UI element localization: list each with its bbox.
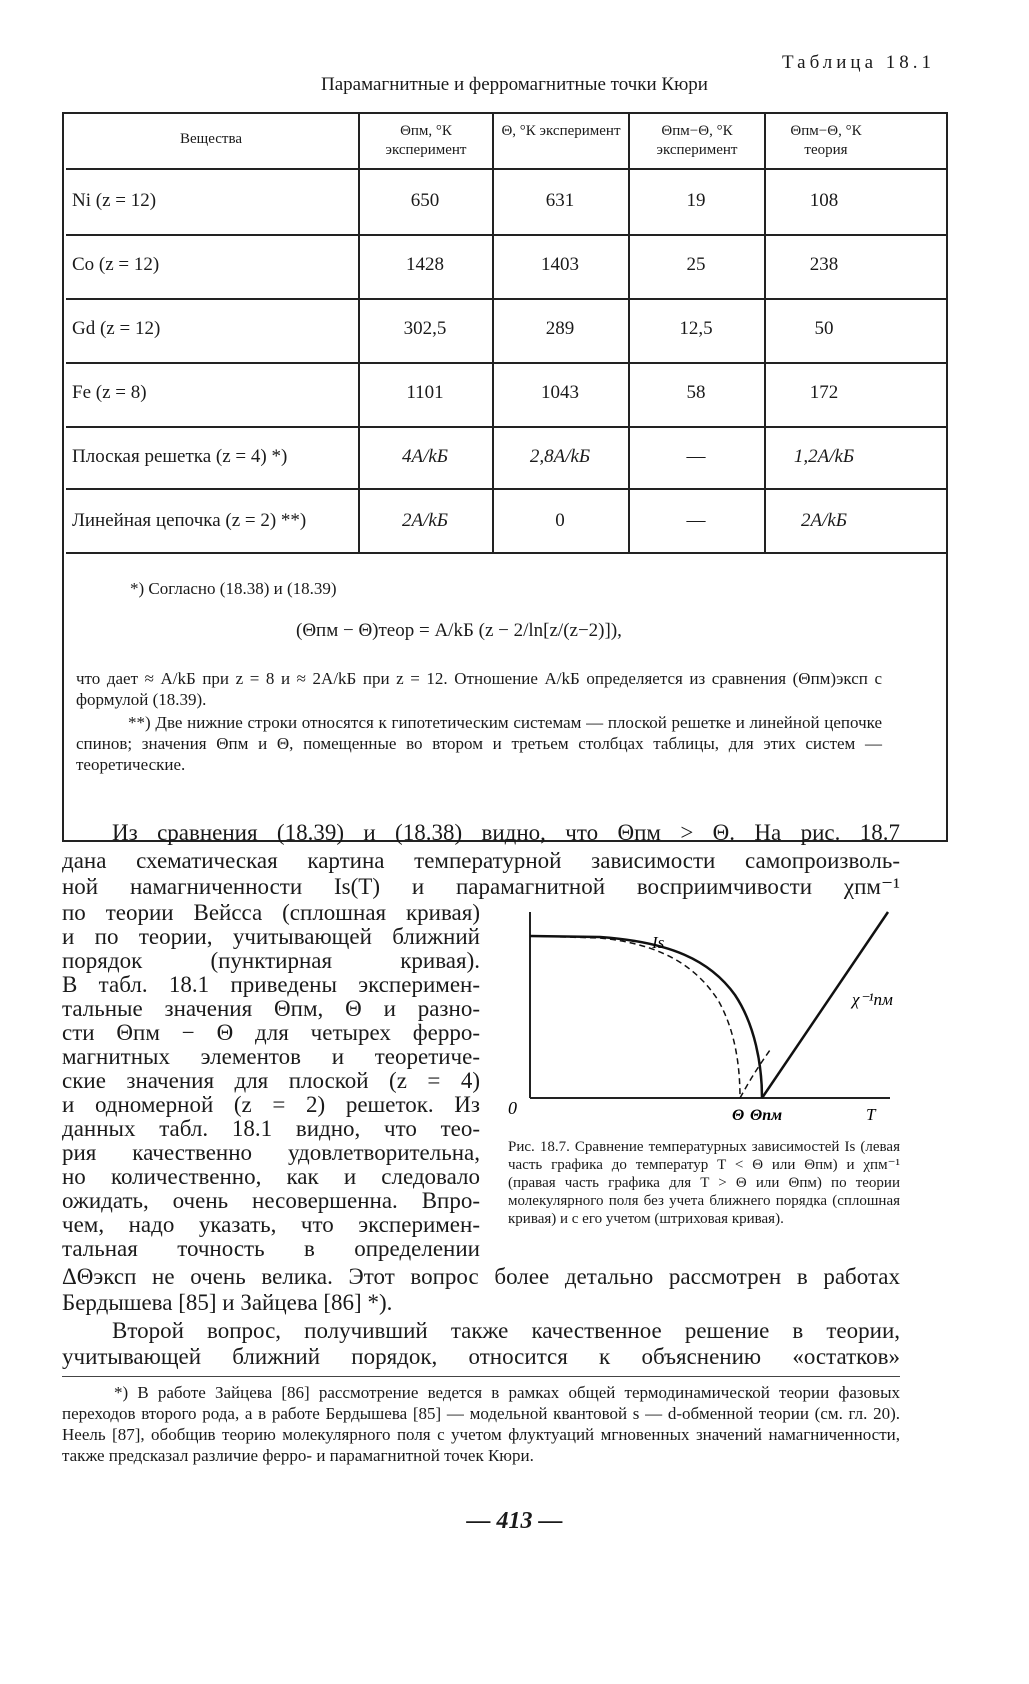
table-row-divider xyxy=(66,488,946,490)
table-cell: 172 xyxy=(809,382,839,403)
is-curve-label: Is xyxy=(652,933,665,952)
table-cell: 50 xyxy=(814,318,834,339)
table-row-divider xyxy=(66,426,946,428)
table-cell: 238 xyxy=(809,254,839,275)
table-caption: Парамагнитные и ферромагнитные точки Кюри xyxy=(321,74,708,95)
body-line: тальная точность в определении xyxy=(62,1236,480,1261)
figure-caption: Рис. 18.7. Сравнение температурных зависимостей Is (левая часть графика до температур T < Θ или Θпм) и χпм⁻¹ (правая часть графика для T > Θ или Θпм) по теории молекулярного поля без учета ближнего порядка (сплошная кривая) и с его учетом (штриховая кривая). xyxy=(508,1139,900,1227)
body-line: ΔΘэксп не очень велика. Этот вопрос более детально рассмотрен в работах xyxy=(62,1264,900,1289)
theta-label: Θ xyxy=(732,1107,745,1124)
table-header-diff-exp: Θпм−Θ, °К эксперимент xyxy=(656,123,738,158)
table-cell: 12,5 xyxy=(679,318,713,339)
table-cell-substance: Gd (z = 12) xyxy=(72,318,161,339)
table-cell: 2,8A/kБ xyxy=(529,446,591,467)
body-line: по теории Вейсса (сплошная кривая) xyxy=(62,900,480,925)
table-cell: 289 xyxy=(545,318,575,339)
table-cell: 58 xyxy=(686,382,706,403)
table-cell-substance: Co (z = 12) xyxy=(72,254,160,275)
table-footnote-formula: (Θпм − Θ)теор = A/kБ (z − 2/ln[z/(z−2)]), xyxy=(296,620,622,641)
table-cell-substance: Ni (z = 12) xyxy=(72,190,157,211)
body-line: Из сравнения (18.39) и (18.38) видно, что Θпм > Θ. На рис. 18.7 xyxy=(112,820,900,845)
body-line: дана схематическая картина температурной зависимости самопроизволь- xyxy=(62,848,900,873)
table-cell-substance: Fe (z = 8) xyxy=(72,382,147,403)
theta-pm-label: Θпм xyxy=(750,1107,783,1124)
body-line: но количественно, как и следовало xyxy=(62,1164,480,1189)
table-cell: 631 xyxy=(545,190,575,211)
table-row-divider xyxy=(66,362,946,364)
table-cell: 1043 xyxy=(541,382,579,403)
table-header-diff-theory: Θпм−Θ, °К теория xyxy=(790,123,862,158)
body-line: порядок (пунктирная кривая). xyxy=(62,948,480,973)
table-row-divider xyxy=(66,298,946,300)
body-line: данных табл. 18.1 видно, что тео- xyxy=(62,1116,480,1141)
table-cell: 2A/kБ xyxy=(401,510,449,531)
body-line: Бердышева [85] и Зайцева [86] *). xyxy=(62,1290,393,1315)
table-cell: 25 xyxy=(686,254,706,275)
table-row-divider xyxy=(66,234,946,236)
table-header-theta-pm-exp: Θпм, °К эксперимент xyxy=(385,123,467,158)
page-footnote: *) В работе Зайцева [86] рассмотрение ведется в рамках общей термодинамической теории фазовых переходов второго рода, а в работе Бердышева [85] — модельной квантовой s — d-обменной теории (см. гл. 20). Неель [87], обобщив теорию молекулярного поля с учетом флуктуаций мгновенных значений намагниченности, также предсказал различие ферро- и парамагнитной точек Кюри. xyxy=(62,1383,900,1465)
table-body-bottom xyxy=(66,552,946,554)
body-line: ожидать, очень несовершенна. Впро- xyxy=(62,1188,480,1213)
table-cell: 1403 xyxy=(541,254,579,275)
table-cell: — xyxy=(686,510,706,531)
table-cell: 4A/kБ xyxy=(401,446,449,467)
table-cell: 0 xyxy=(555,510,565,531)
body-line: и по теории, учитывающей ближний xyxy=(62,924,480,949)
table-header-divider xyxy=(66,168,946,170)
body-line: рия качественно удовлетворительна, xyxy=(62,1140,480,1165)
table-cell: 650 xyxy=(410,190,440,211)
body-line: учитывающей ближний порядок, относится к объяснению «остатков» xyxy=(62,1344,900,1369)
t-axis-label: T xyxy=(866,1105,876,1124)
body-line: и одномерной (z = 2) решеток. Из xyxy=(62,1092,480,1117)
table-footnote-1: что дает ≈ A/kБ при z = 8 и ≈ 2A/kБ при z = 12. Отношение A/kБ определяется из сравнения (Θпм)эксп с формулой (18.39). xyxy=(76,669,882,709)
table-cell-substance: Плоская решетка (z = 4) *) xyxy=(72,446,288,467)
body-line: Второй вопрос, получивший также качественное решение в теории, xyxy=(112,1318,900,1343)
table-cell: 19 xyxy=(686,190,706,211)
table-cell: — xyxy=(686,446,706,467)
body-line: чем, надо указать, что эксперимен- xyxy=(62,1212,480,1237)
table-footnote-2: **) Две нижние строки относятся к гипотетическим системам — плоской решетке и линейной цепочке спинов; значения Θпм и Θ, помещенные во втором и третьем столбцах таблицы, для этих систем — теоретические. xyxy=(76,713,882,774)
table-footnote-intro: *) Согласно (18.38) и (18.39) xyxy=(130,579,337,598)
table-cell: 302,5 xyxy=(403,318,447,339)
table-header-substance: Вещества xyxy=(180,131,242,147)
origin-label: 0 xyxy=(508,1098,517,1118)
body-line: магнитных элементов и теоретиче- xyxy=(62,1044,480,1069)
is-curve-dashed xyxy=(530,936,740,1098)
table-cell: 1101 xyxy=(406,382,444,403)
page-number: — 413 — xyxy=(466,1508,563,1534)
body-line: тальные значения Θпм, Θ и разно- xyxy=(62,996,480,1021)
is-curve-solid xyxy=(530,936,762,1098)
figure-18-7 xyxy=(500,900,900,1130)
table-cell: 1,2A/kБ xyxy=(793,446,855,467)
chi-curve-label: χ⁻¹пм xyxy=(852,990,893,1009)
table-cell: 108 xyxy=(809,190,839,211)
body-line: сти Θпм − Θ для четырех ферро- xyxy=(62,1020,480,1045)
table-label: Таблица 18.1 xyxy=(782,52,936,73)
table-cell: 2A/kБ xyxy=(800,510,848,531)
body-line: ские значения для плоской (z = 4) xyxy=(62,1068,480,1093)
table-cell: 1428 xyxy=(406,254,444,275)
body-line: ной намагниченности Is(T) и парамагнитной восприимчивости χпм⁻¹ xyxy=(62,874,900,899)
body-line: В табл. 18.1 приведены эксперимен- xyxy=(62,972,480,997)
footnote-rule xyxy=(62,1376,900,1377)
table-cell-substance: Линейная цепочка (z = 2) **) xyxy=(72,510,307,531)
table-header-theta-exp: Θ, °К эксперимент xyxy=(501,123,621,139)
